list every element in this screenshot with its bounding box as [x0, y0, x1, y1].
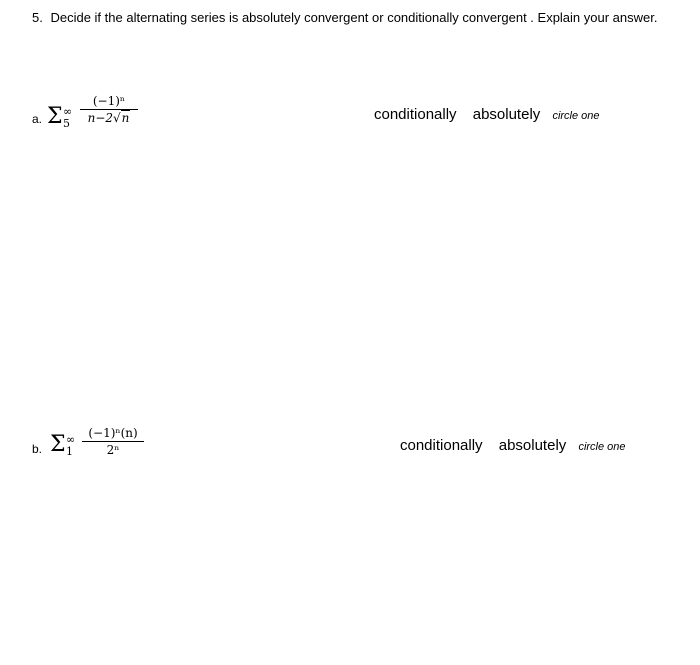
- part-b: [0, 422, 700, 472]
- part-a-absolutely-option[interactable]: absolutely: [472, 106, 541, 123]
- part-b-denominator: 2ⁿ: [106, 443, 120, 457]
- part-a-denominator: [80, 111, 138, 125]
- sigma-symbol: Σ: [50, 432, 66, 457]
- sqrt-sign: √: [113, 111, 121, 125]
- question-number: 5.: [32, 10, 43, 25]
- fraction-bar: [82, 441, 144, 442]
- part-a-choices: [374, 106, 600, 123]
- part-b-fraction: [82, 426, 144, 457]
- part-a-conditionally-option[interactable]: conditionally: [374, 106, 457, 123]
- part-b-lower-limit: 1: [66, 445, 73, 458]
- part-b-letter: b.: [32, 442, 43, 456]
- part-b-upper-limit: ∞: [66, 433, 76, 446]
- part-b-absolutely-option[interactable]: absolutely: [498, 437, 567, 454]
- part-a-lower-limit: 5: [63, 117, 70, 130]
- part-b-choices: [400, 437, 626, 454]
- question-prompt: [32, 10, 657, 25]
- part-b-conditionally-option[interactable]: conditionally: [400, 437, 483, 454]
- part-b-circle-one-hint: circle one: [578, 441, 626, 453]
- part-a-numerator: (−1)ⁿ: [92, 94, 126, 108]
- part-b-numerator: (−1)ⁿ(n): [88, 426, 138, 440]
- part-a-denominator-term: n−2: [87, 111, 114, 125]
- question-text: Decide if the alternating series is absolutely convergent or conditionally convergent . Explain your answer.: [50, 10, 658, 25]
- part-a: [0, 90, 700, 140]
- part-b-summation: [50, 432, 80, 460]
- part-a-sqrt-argument: n: [121, 111, 130, 125]
- part-a-circle-one-hint: circle one: [552, 110, 600, 122]
- part-a-letter: a.: [32, 112, 43, 126]
- sigma-symbol: Σ: [47, 104, 63, 129]
- part-a-upper-limit: ∞: [63, 105, 73, 118]
- part-a-summation: [47, 104, 77, 132]
- part-a-fraction: [80, 94, 138, 125]
